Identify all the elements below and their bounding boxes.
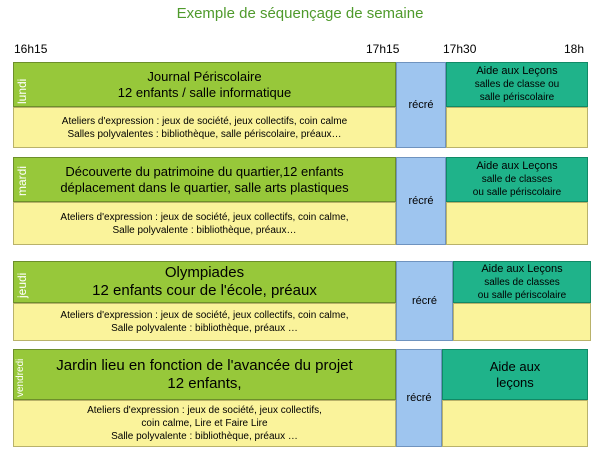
details-line: Ateliers d'expression : jeux de société, jeux collectifs, coin calme, bbox=[60, 211, 349, 223]
day-label-vendredi: vendredi bbox=[15, 358, 26, 397]
details-vendredi bbox=[13, 400, 396, 447]
main-activity-line: 12 enfants / salle informatique bbox=[117, 84, 292, 100]
details-mardi bbox=[13, 202, 396, 245]
aide-lecons-mardi bbox=[446, 157, 588, 202]
aide-slot-vendredi bbox=[442, 400, 588, 447]
aide-line: leçons bbox=[496, 374, 534, 390]
aide-lecons-vendredi bbox=[442, 349, 588, 400]
main-activity-line: 12 enfants cour de l'école, préaux bbox=[92, 282, 317, 299]
day-label-mardi: mardi bbox=[15, 165, 29, 196]
details-line: Ateliers d'expression : jeux de société, jeux collectifs, coin calme, bbox=[60, 310, 349, 321]
day-label-jeudi: jeudi bbox=[15, 272, 29, 298]
main-activity-vendredi bbox=[13, 349, 396, 400]
aide-line: Aide aux Leçons bbox=[476, 65, 558, 77]
main-activity-lundi bbox=[13, 62, 396, 107]
recre-lundi bbox=[396, 62, 446, 148]
main-activity-line: Olympiades bbox=[164, 264, 245, 281]
main-activity-line: 12 enfants, bbox=[167, 374, 242, 392]
main-activity-line: Journal Périscolaire bbox=[147, 68, 262, 84]
details-line: Salle polyvalente : bibliothèque, préaux… bbox=[112, 224, 297, 236]
time-label-17h30: 17h30 bbox=[443, 42, 477, 56]
details-line: Salle polyvalente : bibliothèque, préaux … bbox=[111, 431, 298, 442]
recre-mardi bbox=[396, 157, 446, 245]
aide-line: ou salle périscolaire bbox=[472, 187, 562, 198]
recre-vendredi bbox=[396, 349, 442, 447]
details-line: Ateliers d'expression : jeux de société, jeux collectifs, coin calme bbox=[61, 115, 348, 127]
page-title: Exemple de séquençage de semaine bbox=[176, 5, 424, 22]
recre-label: récré bbox=[408, 98, 434, 111]
aide-line: salles de classe ou bbox=[474, 79, 560, 90]
main-activity-jeudi bbox=[13, 261, 396, 303]
time-label-17h15: 17h15 bbox=[366, 42, 400, 56]
main-activity-line: Jardin lieu en fonction de l'avancée du projet bbox=[56, 356, 353, 374]
details-line: Ateliers d'expression : jeux de société, jeux collectifs, bbox=[87, 405, 322, 416]
aide-slot-lundi bbox=[446, 107, 588, 148]
details-line: coin calme, Lire et Faire Lire bbox=[141, 418, 268, 429]
time-label-16h15: 16h15 bbox=[14, 42, 48, 56]
aide-slot-mardi bbox=[446, 202, 588, 245]
aide-line: ou salle périscolaire bbox=[477, 289, 567, 301]
details-line: Salle polyvalente : bibliothèque, préaux … bbox=[111, 323, 298, 334]
main-activity-line: Découverte du patrimoine du quartier,12 enfants bbox=[65, 163, 344, 179]
day-label-lundi: lundi bbox=[15, 78, 29, 104]
details-line: Salles polyvalentes : bibliothèque, salle périscolaire, préaux… bbox=[67, 128, 342, 140]
aide-line: salles de classes bbox=[484, 276, 560, 288]
recre-label: récré bbox=[408, 194, 434, 207]
aide-line: salle de classes bbox=[481, 174, 553, 185]
main-activity-mardi bbox=[13, 157, 396, 202]
recre-label: récré bbox=[411, 294, 438, 307]
aide-slot-jeudi bbox=[453, 303, 591, 341]
details-jeudi bbox=[13, 303, 396, 341]
details-lundi bbox=[13, 107, 396, 148]
time-label-18h: 18h bbox=[564, 42, 585, 56]
aide-lecons-lundi bbox=[446, 62, 588, 107]
aide-line: salle périscolaire bbox=[479, 92, 555, 103]
aide-line: Aide aux Leçons bbox=[481, 262, 563, 275]
recre-jeudi bbox=[396, 261, 453, 341]
main-activity-line: déplacement dans le quartier, salle arts plastiques bbox=[60, 179, 349, 195]
aide-line: Aide aux Leçons bbox=[476, 160, 558, 172]
aide-line: Aide aux bbox=[489, 358, 541, 374]
recre-label: récré bbox=[406, 391, 432, 404]
aide-lecons-jeudi bbox=[453, 261, 591, 303]
